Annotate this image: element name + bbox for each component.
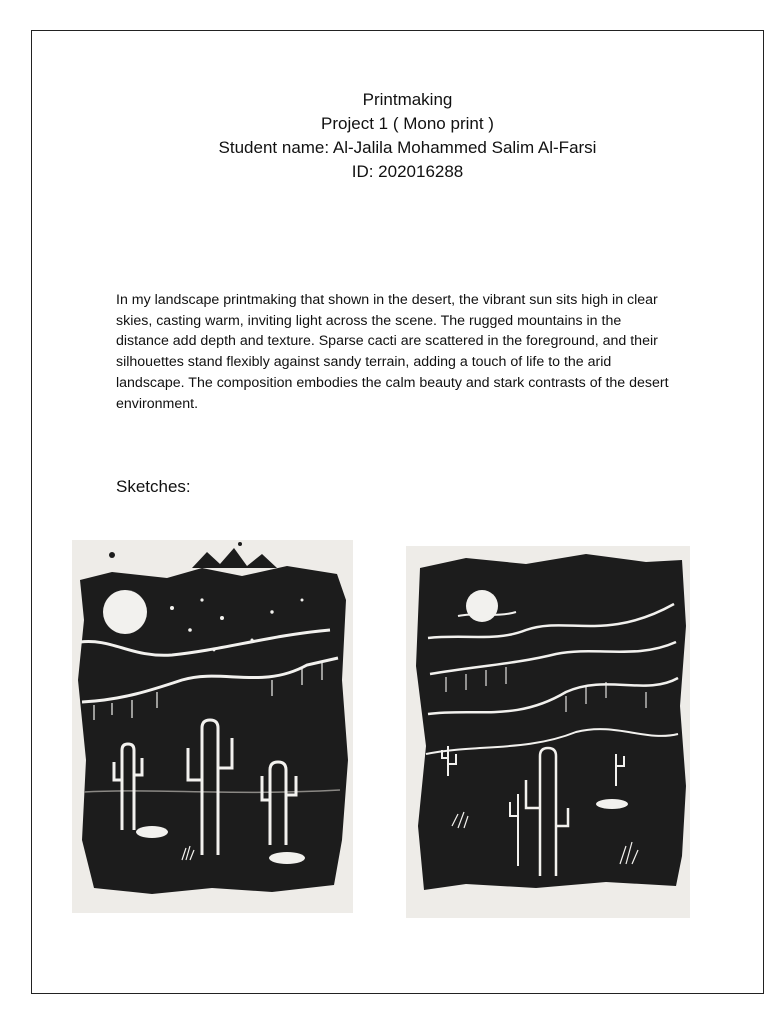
project-title: Project 1 ( Mono print ) [321, 114, 494, 133]
monoprint-sketch-2 [406, 546, 690, 918]
monoprint-sketch-1 [72, 540, 353, 913]
sketches-heading: Sketches: [116, 477, 191, 496]
student-id: ID: 202016288 [351, 162, 464, 181]
project-description: In my landscape printmaking that shown in the desert, the vibrant sun sits high in clear skies, casting warm, inviting light across the scene. The rugged mountains in the distance add depth and texture. Sparse cacti are scattered in the foreground, and their silhouettes stand flexibly against sandy terrain, adding a touch of life to the arid landscape. The composition embodies the calm beauty and stark contrasts of the desert environment. [116, 292, 669, 412]
document-header [31, 88, 768, 184]
course-title: Printmaking [362, 90, 453, 109]
student-name: Student name: Al-Jalila Mohammed Salim Al-Farsi [218, 138, 597, 157]
